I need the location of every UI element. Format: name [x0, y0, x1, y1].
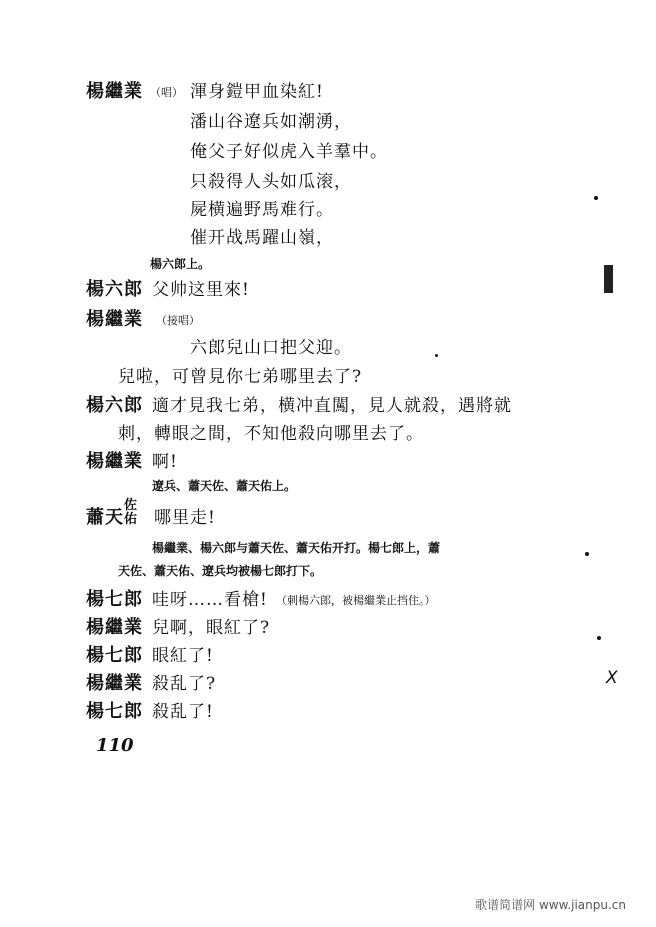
speaker-yang-jiye: 楊繼業	[86, 451, 143, 472]
stage-note: （刺楊六郎，被楊繼業止挡住。）	[276, 594, 436, 607]
speaker-yang-qilang: 楊七郎	[86, 645, 143, 666]
speaker-name-stack	[124, 499, 137, 527]
dialogue-line: 殺乱了!	[152, 702, 214, 722]
scan-dot	[585, 552, 589, 556]
stage-direction: 楊繼業、楊六郎与蕭天佐、蕭天佑开打。楊七郎上，蕭	[152, 541, 441, 555]
dialogue-line: 兒啊，眼紅了?	[152, 618, 271, 638]
stage-note: （唱）	[150, 86, 183, 99]
scan-dot	[594, 196, 598, 200]
dialogue-line: 哇呀……看槍!	[152, 590, 268, 610]
speaker-yang-liulang: 楊六郎	[86, 395, 143, 416]
sung-line: 屍横遍野馬难行。	[190, 200, 334, 220]
sung-line: 潘山谷遼兵如潮湧，	[190, 112, 352, 132]
speaker-yang-qilang: 楊七郎	[86, 589, 143, 610]
dialogue-line: 刺，轉眼之間，不知他殺向哪里去了。	[118, 424, 424, 444]
watermark: 歌谱简谱网 www.jianpu.cn	[475, 898, 626, 912]
sung-line: 渾身鎧甲血染紅!	[190, 82, 324, 102]
dialogue-line: 殺乱了?	[152, 674, 217, 694]
sung-line: 只殺得人头如瓜滚，	[190, 172, 352, 192]
sung-line: 催开战馬躍山嶺，	[190, 228, 334, 248]
stage-note: （接唱）	[156, 314, 200, 327]
speaker-yang-liulang: 楊六郎	[86, 279, 143, 300]
dialogue-line: 眼紅了!	[152, 646, 214, 666]
dialogue-line: 父帅这里來!	[152, 280, 250, 300]
scan-smear	[604, 265, 613, 293]
dialogue-line: 兒啦，可曾見你七弟哪里去了?	[118, 367, 363, 387]
speaker-yang-jiye: 楊繼業	[86, 309, 143, 330]
page-number: 110	[96, 735, 134, 756]
stage-direction: 遼兵、蕭天佐、蕭天佑上。	[152, 479, 297, 493]
speaker-name-you: 佑	[124, 512, 138, 527]
speaker-yang-jiye: 楊繼業	[86, 673, 143, 694]
dialogue-line: 哪里走!	[154, 508, 216, 528]
scan-dot	[435, 354, 438, 357]
speaker-name-zuo: 佐	[124, 498, 138, 513]
sung-line: 俺父子好似虎入羊羣中。	[190, 142, 388, 162]
sung-line: 六郎兒山口把父迎。	[190, 338, 352, 358]
speaker-yang-jiye: 楊繼業	[86, 617, 143, 638]
speaker-xiao-tian: 蕭天	[86, 507, 124, 528]
dialogue-line: 適才見我七弟，横冲直闖，見人就殺，遇將就	[152, 396, 512, 416]
stage-direction: 天佐、蕭天佑、遼兵均被楊七郎打下。	[118, 564, 323, 578]
speaker-yang-jiye: 楊繼業	[86, 81, 143, 102]
dialogue-line: 啊!	[152, 452, 178, 472]
scan-dot	[597, 636, 601, 640]
stage-direction: 楊六郎上。	[150, 257, 211, 271]
speaker-yang-qilang: 楊七郎	[86, 701, 143, 722]
margin-mark: X	[606, 668, 619, 688]
